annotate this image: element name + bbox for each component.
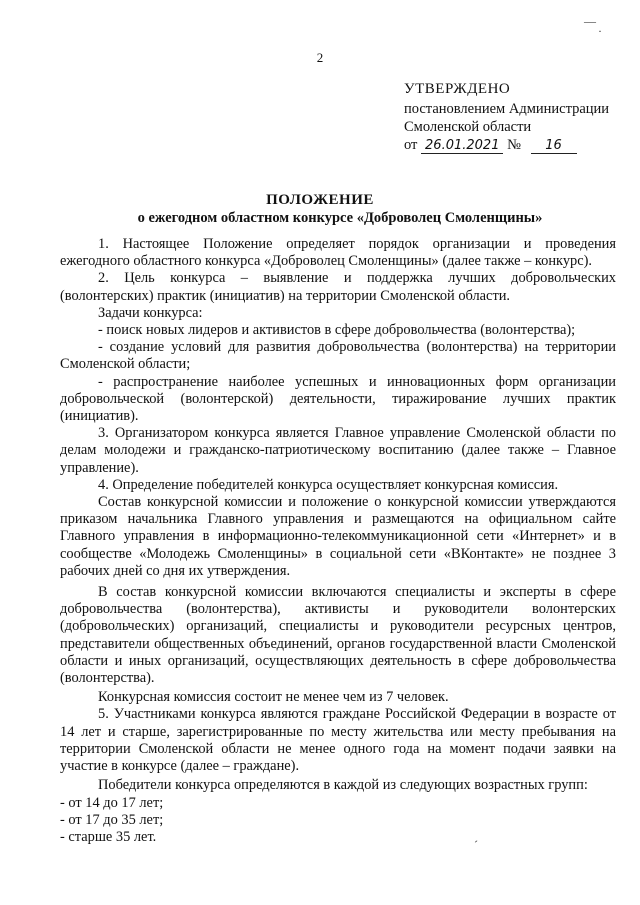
approval-block <box>404 80 634 154</box>
scan-mark: ´ <box>474 838 478 852</box>
page-number: 2 <box>316 50 324 65</box>
number-label: № <box>507 137 521 153</box>
document-body <box>60 236 616 846</box>
document-title: ПОЛОЖЕНИЕ <box>266 192 374 208</box>
from-label: от <box>404 137 418 153</box>
scan-mark: · <box>598 24 602 38</box>
list-item: - от 14 до 17 лет; <box>60 794 164 811</box>
list-item: - старше 35 лет. <box>60 828 157 845</box>
approval-date-line <box>404 136 634 154</box>
approval-heading: УТВЕРЖДЕНО <box>404 81 511 97</box>
paragraph-1: 1. Настоящее Положение определяет порядок организации и проведения ежегодного областного конкурса «Доброволец Смоленщины» (далее также – конкурс). <box>60 236 616 270</box>
paragraph-9: Состав конкурсной комиссии и положение о конкурсной комиссии утверждаются приказом начальника Главного управления и размещаются на официальном сайте Главного управления в информационно-телекоммуникационной сети «Интернет» и в сообществе «Молодежь Смоленщины» в социальной сети «ВКонтакте» не позднее 3 рабочих дней со дня их утверждения. <box>60 494 616 579</box>
paragraph-11: Конкурсная комиссия состоит не менее чем из 7 человек. <box>98 689 449 706</box>
paragraph-10: В состав конкурсной комиссии включаются специалисты и эксперты в сфере добровольчества (волонтерства), активисты и руководители волонтерских (добровольческих) организаций, специалисты и руководители ресурсных центров, представители общественных объединений, органов государственной власти Смоленской области и иных организаций, осуществляющих деятельность в сфере добровольчества (волонтерства). <box>60 584 616 687</box>
handwritten-number: 16 <box>531 139 577 154</box>
list-item: - создание условий для развития добровольчества (волонтерства) на территории Смоленской области; <box>60 339 616 373</box>
paragraph-13: Победители конкурса определяются в каждой из следующих возрастных групп: <box>98 777 588 794</box>
approval-line-2: Смоленской области <box>404 119 532 135</box>
paragraph-3: Задачи конкурса: <box>98 304 203 321</box>
paragraph-7: 3. Организатором конкурса является Главное управление Смоленской области по делам молодежи и гражданско-патриотическому воспитанию (далее также – Главное управление). <box>60 425 616 476</box>
approval-line-1: постановлением Администрации <box>404 101 610 117</box>
document-subtitle: о ежегодном областном конкурсе «Доброволец Смоленщины» <box>137 210 543 226</box>
handwritten-date: 26.01.2021 <box>421 139 503 154</box>
list-item: - поиск новых лидеров и активистов в сфере добровольчества (волонтерства); <box>98 322 576 339</box>
scan-mark: — <box>584 14 596 28</box>
list-item: - распространение наиболее успешных и инновационных форм организации добровольческой (волонтерской) деятельности, тиражирование лучших практик (инициатив). <box>60 373 616 425</box>
list-item: - от 17 до 35 лет; <box>60 811 164 828</box>
paragraph-8: 4. Определение победителей конкурса осуществляет конкурсная комиссия. <box>98 476 559 493</box>
paragraph-12: 5. Участниками конкурса являются граждане Российской Федерации в возрасте от 14 лет и старше, зарегистрированные по месту жительства или месту пребывания на территории Смоленской области не менее одного года на момент подачи заявки на участие в конкурсе (далее – граждане). <box>60 706 616 775</box>
paragraph-2: 2. Цель конкурса – выявление и поддержка лучших добровольческих (волонтерских) практик (инициатив) на территории Смоленской области. <box>60 270 616 304</box>
